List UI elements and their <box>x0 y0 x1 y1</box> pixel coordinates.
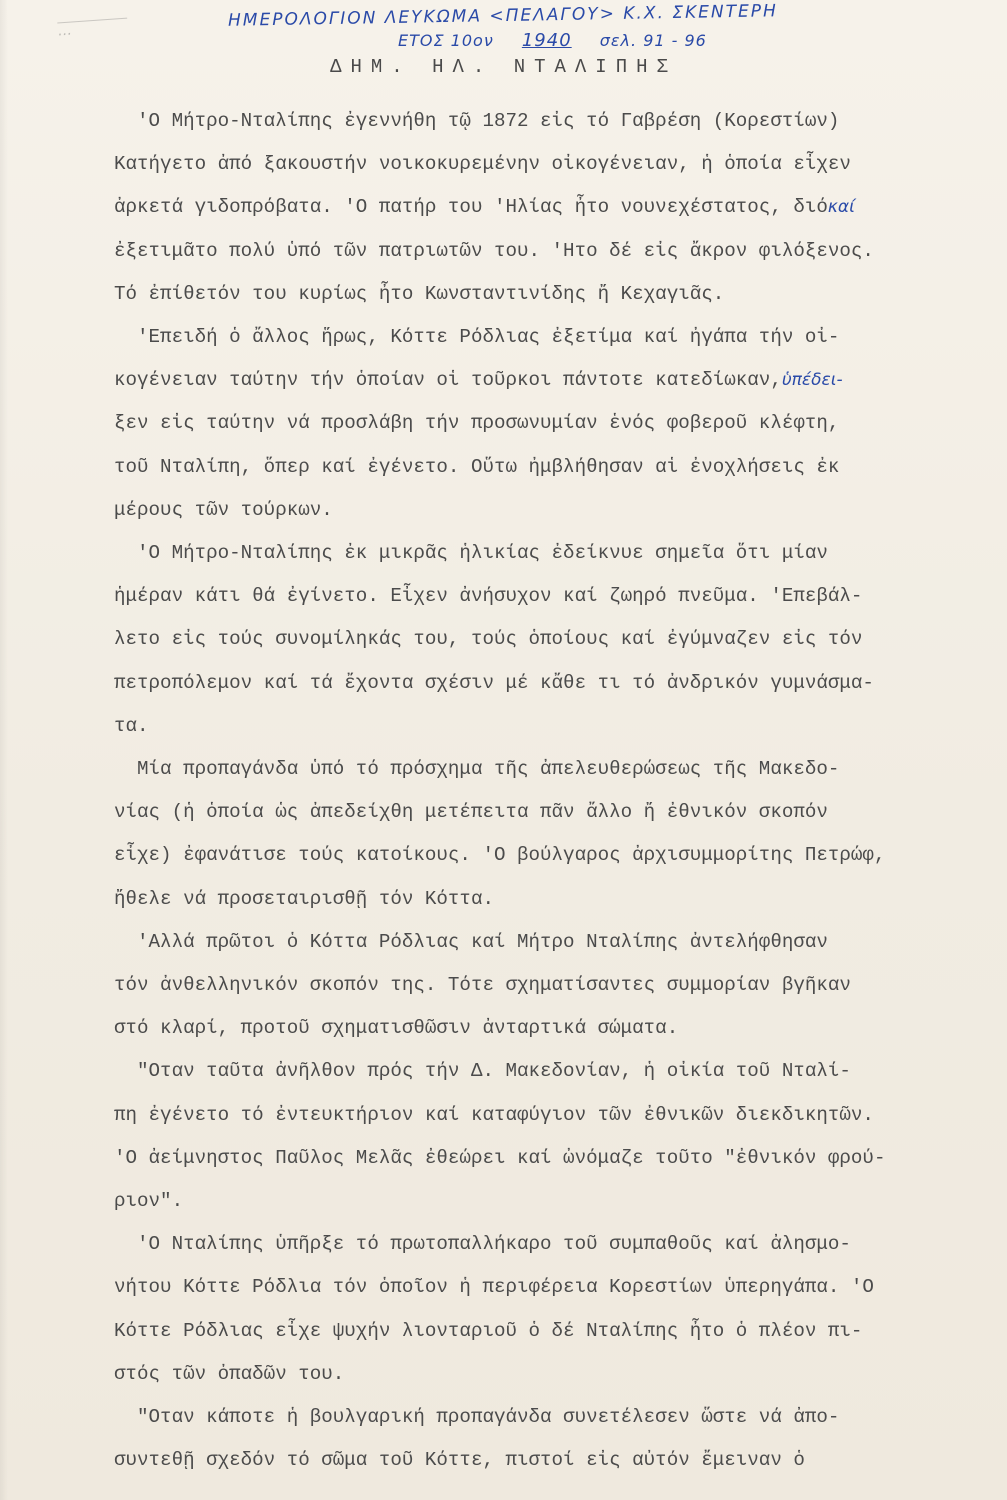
body-line: "Οταν ταῦτα ἀνῆλθον πρός τήν Δ. Μακεδονίαν, ἡ οἰκία τοῦ Νταλί- <box>114 1060 851 1083</box>
body-line: 'Ο Νταλίπης ὑπῆρξε τό πρωτοπαλλήκαρο τοῦ συμπαθοῦς καί ἀλησμο- <box>114 1233 851 1256</box>
body-line: 'Αλλά πρῶτοι ὁ Κόττα Ρόδλιας καί Μήτρο Νταλίπης ἀντελήφθησαν <box>114 930 828 953</box>
body-line: 'Επειδή ὁ ἄλλος ἥρως, Κόττε Ρόδλιας ἐξετίμα καί ἠγάπα τήν οἰ- <box>114 326 840 349</box>
body-line: συντεθῇ σχεδόν τό σῶμα τοῦ Κόττε, πιστοί εἰς αὐτόν ἔμειναν ὁ <box>114 1449 805 1472</box>
document-title: ΔΗΜ. ΗΛ. ΝΤΑΛΙΠΗΣ <box>330 56 677 78</box>
body-line: ἡμέραν κάτι θά ἐγίνετο. Εἶχεν ἀνήσυχον καί ζωηρό πνεῦμα. 'Επεβάλ- <box>114 585 863 608</box>
body-line: ξεν εἰς ταύτην νά προσλάβη τήν προσωνυμίαν ἑνός φοβεροῦ κλέφτη, <box>114 412 840 435</box>
body-line: μέρους τῶν τούρκων. <box>114 498 333 521</box>
page-edge-shadow <box>0 0 8 1500</box>
body-line: 'Ο Μήτρο-Νταλίπης ἐκ μικρᾶς ἡλικίας ἐδείκνυε σημεῖα ὅτι μίαν <box>114 542 828 565</box>
body-line: νίας (ἡ ὁποία ὡς ἀπεδείχθη μετέπειτα πᾶν ἄλλο ἤ ἐθνικόν σκοπόν <box>114 801 828 824</box>
handwritten-year: 1940 <box>521 30 572 51</box>
handwritten-year-label: ΕΤΟΣ 10ον <box>398 31 494 50</box>
body-line: ριον". <box>114 1190 184 1213</box>
body-line: νήτου Κόττε Ρόδλια τόν ὁποῖον ἡ περιφέρεια Κορεστίων ὑπερηγάπα. 'Ο <box>114 1276 874 1299</box>
body-line: στό κλαρί, προτοῦ σχηματισθῶσιν ἀνταρτικά σώματα. <box>114 1017 679 1040</box>
body-line: Τό ἐπίθετόν του κυρίως ἦτο Κωνσταντινίδης ἤ Κεχαγιᾶς. <box>114 282 725 305</box>
body-line: ἤθελε νά προσεταιρισθῇ τόν Κόττα. <box>114 887 494 910</box>
body-line: πετροπόλεμον καί τά ἔχοντα σχέσιν μέ κἄθε τι τό ἀνδρικόν γυμνάσμα- <box>114 671 874 694</box>
handwritten-header-line2 <box>398 30 729 51</box>
body-line: Κόττε Ρόδλιας εἶχε ψυχήν λιονταριοῦ ὁ δέ Νταλίπης ἦτο ὁ πλέον πι- <box>114 1319 863 1342</box>
body-line: Μία προπαγάνδα ὑπό τό πρόσχημα τῆς ἀπελευθερώσεως τῆς Μακεδο- <box>114 758 840 781</box>
body-line: Κατήγετο ἀπό ξακουστήν νοικοκυρεμένην οἰκογένειαν, ἡ ὁποία εἶχεν <box>114 153 851 176</box>
handwritten-correction: καί <box>827 197 855 218</box>
body-line: ἐξετιμᾶτο πολύ ὑπό τῶν πατριωτῶν του. 'Ητο δέ εἰς ἄκρον φιλόξενος. <box>114 239 874 262</box>
pencil-note: … <box>57 18 128 46</box>
body-line: λετο εἰς τούς συνομίληκάς του, τούς ὁποίους καί ἐγύμναζεν εἰς τόν <box>114 628 863 651</box>
body-line: τα. <box>114 714 149 737</box>
body-line <box>114 186 1004 229</box>
body-line <box>114 359 1004 402</box>
body-line: 'Ο ἀείμνηστος Παῦλος Μελᾶς ἐθεώρει καί ὠνόμαζε τοῦτο "ἐθνικόν φρού- <box>114 1146 886 1169</box>
body-line: τοῦ Νταλίπη, ὅπερ καί ἐγένετο. Οὕτω ἠμβλήθησαν αἱ ἐνοχλήσεις ἐκ <box>114 455 840 478</box>
body-line: "Οταν κάποτε ἡ βουλγαρική προπαγάνδα συνετέλεσεν ὥστε νά ἀπο- <box>114 1406 840 1429</box>
body-line: εἶχε) ἐφανάτισε τούς κατοίκους. 'Ο βούλγαρος ἀρχισυμμορίτης Πετρώφ, <box>114 844 886 867</box>
body-line: στός τῶν ὀπαδῶν του. <box>114 1362 345 1385</box>
document-body <box>114 100 1004 1483</box>
body-line-text: κογένειαν ταύτην τήν ὁποίαν οἱ τοῦρκοι πάντοτε κατεδίωκαν, <box>114 369 782 392</box>
body-line: πη ἐγένετο τό ἐντευκτήριον καί καταφύγιον τῶν ἐθνικῶν διεκδικητῶν. <box>114 1103 874 1126</box>
handwritten-correction: ὑπέδει- <box>781 370 843 391</box>
handwritten-header-line1: ΗΜΕΡΟΛΟΓΙΟΝ ΛΕΥΚΩΜΑ <ΠΕΛΑΓΟΥ> Κ.Χ. ΣΚΕΝΤΕΡΗ <box>227 1 778 31</box>
handwritten-pages: σελ. 91 - 96 <box>599 31 707 50</box>
body-line: 'Ο Μήτρο-Νταλίπης ἐγεννήθη τῷ 1872 εἰς τό Γαβρέση (Κορεστίων) <box>114 110 840 132</box>
body-line-text: ἀρκετά γιδοπρόβατα. 'Ο πατήρ του 'Ηλίας ἦτο νουνεχέστατος, διό <box>114 196 828 219</box>
body-line: τόν ἀνθελληνικόν σκοπόν της. Τότε σχηματίσαντες συμμορίαν βγῆκαν <box>114 974 851 997</box>
